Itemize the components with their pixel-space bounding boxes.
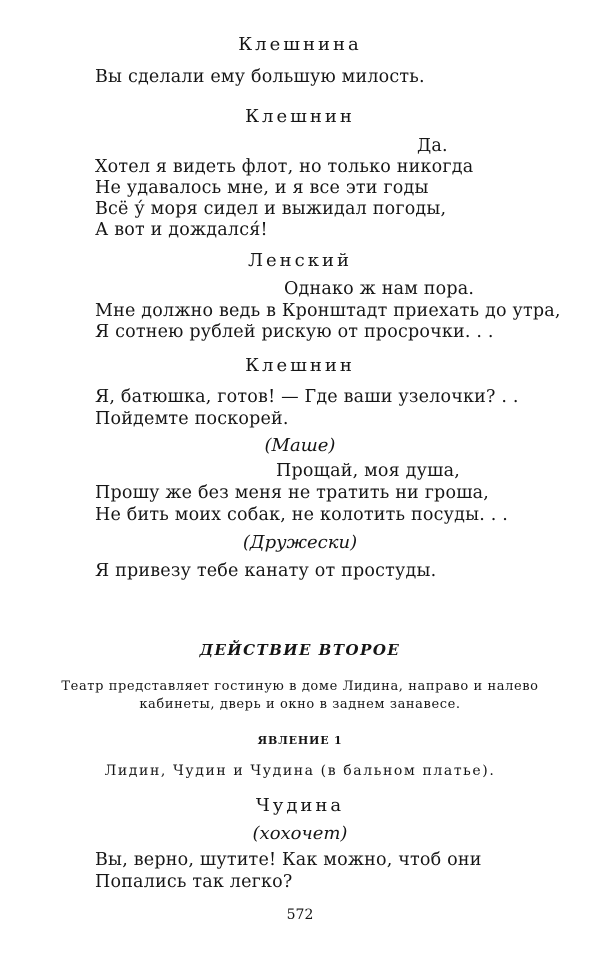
verse-line: Я, батюшка, готов! — Где ваши узелочки? . . <box>95 387 519 407</box>
act-setting-line: кабинеты, дверь и окно в заднем занавесе. <box>139 697 461 712</box>
verse-line: Прощай, моя душа, <box>276 461 460 481</box>
speaker-kleshnin: Клешнин <box>245 106 355 127</box>
verse-line: Мне должно ведь в Кронштадт приехать до утра, <box>95 301 561 321</box>
stage-direction: (хохочет) <box>252 823 348 844</box>
verse-line: Вы сделали ему большую милость. <box>95 67 425 87</box>
scene-title: ЯВЛЕНИЕ 1 <box>257 734 343 747</box>
speaker-chudina: Чудина <box>255 795 345 816</box>
act-title: ДЕЙСТВИЕ ВТОРОЕ <box>199 641 401 659</box>
verse-line: Не удавалось мне, и я все эти годы <box>95 178 429 198</box>
speaker-lensky: Ленский <box>248 250 352 271</box>
verse-line: Не бить моих собак, не колотить посуды. . . <box>95 505 509 525</box>
verse-line: Хотел я видеть флот, но только никогда <box>95 157 474 177</box>
speaker-kleshnina: Клешнина <box>238 34 362 55</box>
page-number: 572 <box>286 907 314 923</box>
verse-line: Однако ж нам пора. <box>284 279 475 299</box>
verse-line: Попались так легко? <box>95 872 293 892</box>
scene-cast: Лидин, Чудин и Чудина (в бальном платье). <box>104 763 496 779</box>
verse-line: А вот и дождался́! <box>95 220 268 240</box>
verse-line: Пойдемте поскорей. <box>95 409 289 429</box>
speaker-kleshnin: Клешнин <box>245 355 355 376</box>
verse-line: Я сотнею рублей рискую от просрочки. . . <box>95 322 494 342</box>
stage-direction: (Дружески) <box>242 532 358 553</box>
verse-line: Прошу же без меня не тратить ни гроша, <box>95 483 490 503</box>
verse-line: Вы, верно, шутите! Как можно, чтоб они <box>95 850 482 870</box>
verse-line: Всё у́ моря сидел и выжидал погоды, <box>95 199 447 219</box>
verse-line: Я привезу тебе канату от простуды. <box>95 561 437 581</box>
act-setting-line: Театр представляет гостиную в доме Лидина, направо и налево <box>61 679 539 694</box>
stage-direction: (Маше) <box>264 435 336 456</box>
verse-line: Да. <box>417 136 448 156</box>
